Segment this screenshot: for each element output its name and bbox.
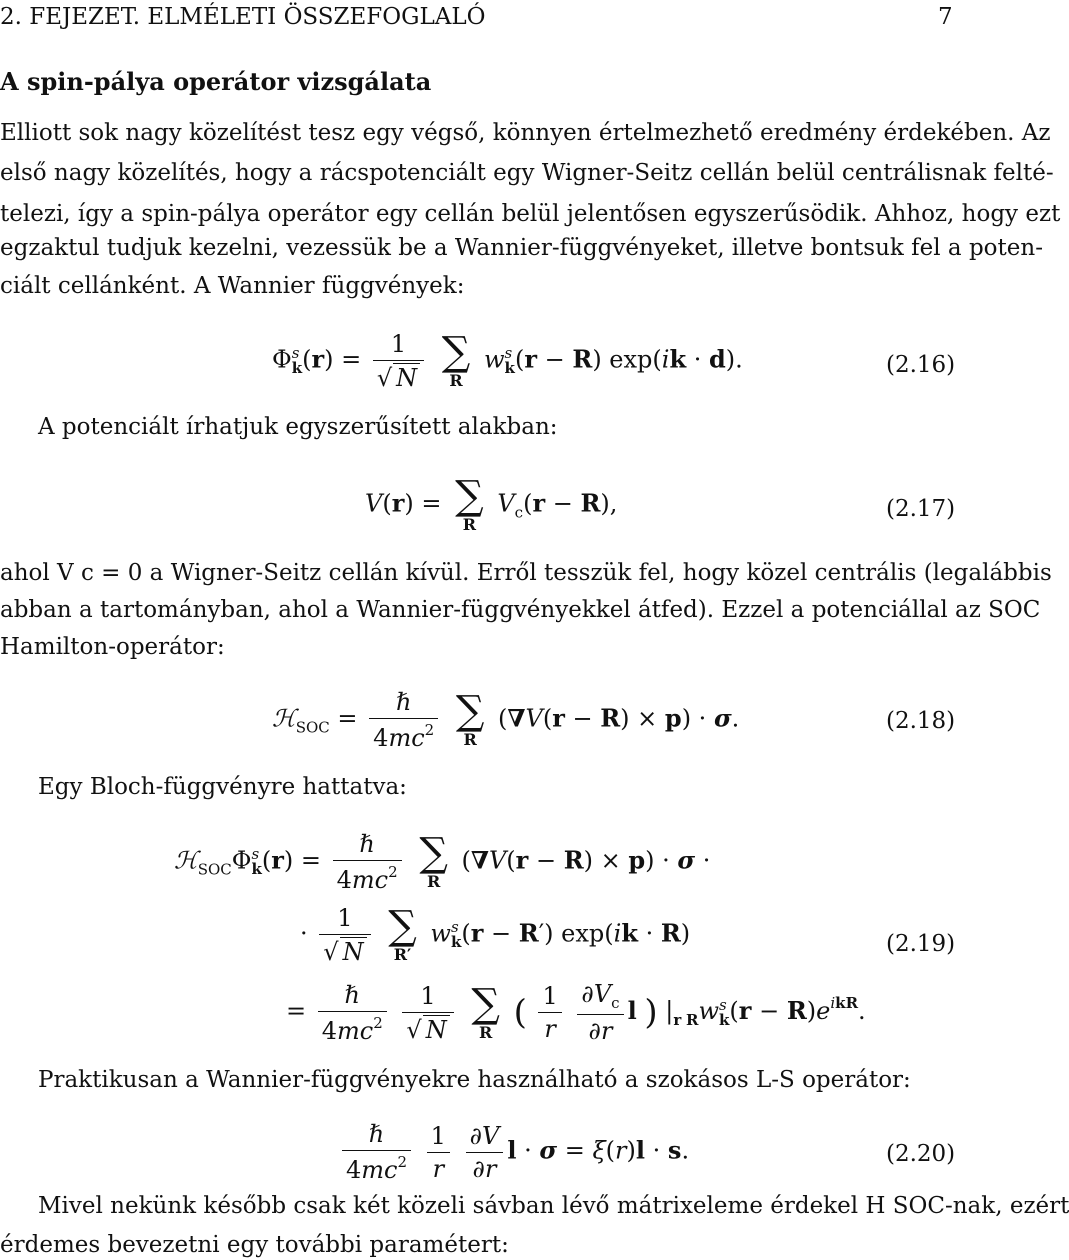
- equation-number: (2.19): [886, 931, 956, 957]
- paragraph-line: Elliott sok nagy közelítést tesz egy végső, könnyen értelmezhető eredmény érdekében. Az: [0, 120, 1051, 146]
- paragraph-line: telezi, így a spin-pálya operátor egy cellán belül jelentősen egyszerűsödik. Ahhoz, hogy ezt: [0, 201, 1061, 227]
- equation-2-18: ℋ$_{SOC}$ = $\frac{\text{ℏ}}{4mc^2}$ ∑ R (∇V(r − R) × p) · σ.: [272, 688, 740, 752]
- equation-2-17: V(r) = ∑ R $V_c(r - R)$,: [365, 473, 618, 534]
- paragraph-line: Praktikusan a Wannier-függvényekre használható a szokásos L-S operátor:: [38, 1067, 911, 1093]
- paragraph-line: első nagy közelítés, hogy a rácspotenciált egy Wigner-Seitz cellán belül centrálisnak felté-: [0, 160, 1054, 186]
- paragraph-line: abban a tartományban, ahol a Wannier-függvényekkel átfed). Ezzel a potenciállal az SOC: [0, 597, 1041, 623]
- paragraph-line: ciált cellánként. A Wannier függvények:: [0, 273, 465, 299]
- running-header: 2. FEJEZET. ELMÉLETI ÖSSZEFOGLALÓ: [0, 4, 486, 30]
- equation-number: (2.17): [886, 496, 956, 522]
- equation-number: (2.16): [886, 352, 956, 378]
- paragraph-line: A potenciált írhatjuk egyszerűsített alakban:: [38, 414, 558, 440]
- section-title: A spin-pálya operátor vizsgálata: [0, 67, 432, 96]
- equation-number: (2.18): [886, 708, 956, 734]
- equation-2-19-line1: ℋ$_{SOC}$Φ s k (r) = $\frac{\text{ℏ}}{4mc^2}$ ∑ R (∇V(r − R) × p) · σ ·: [174, 830, 711, 894]
- equation-2-20: $\frac{\text{ℏ}}{4mc^2}$ $\frac{1}{r}$ $\frac{\partial V}{\partial r}$ l · σ = ξ(r)l · s.: [338, 1120, 689, 1184]
- paragraph-line: érdemes bevezetni egy további paramétert:: [0, 1232, 509, 1258]
- page-number: 7: [938, 4, 953, 30]
- equation-2-19-line2: · $\frac{1}{√ N}$ ∑ R′ w s k (r − R′) exp(ik · R): [300, 903, 691, 966]
- paragraph-line: ahol V c = 0 a Wigner-Seitz cellán kívül. Erről tesszük fel, hogy közel centrális (legalábbis: [0, 560, 1052, 586]
- paragraph-line: Hamilton-operátor:: [0, 634, 225, 660]
- paragraph-line: Mivel nekünk később csak két közeli sávban lévő mátrixeleme érdekel H SOC-nak, ezért: [38, 1193, 1069, 1219]
- equation-number: (2.20): [886, 1141, 956, 1167]
- paragraph-line: Egy Bloch-függvényre hattatva:: [38, 774, 407, 800]
- equation-2-19-line3: = $\frac{\text{ℏ}}{4mc^2}$ $\frac{1}{√ N}$ ∑ R ( $\frac{1}{r}$ $\frac{\partial V_c}{\partial r}$ l ) $|_{r R}w$ s k $(r - R)e^{ikR}$.: [286, 980, 866, 1045]
- equation-2-16: Φ s k (r) = $\frac{1}{√ N}$ ∑ R w s k (r − R) exp(ik · d).: [272, 329, 743, 392]
- paragraph-line: egzaktul tudjuk kezelni, vezessük be a Wannier-függvényeket, illetve bontsuk fel a poten-: [0, 235, 1043, 261]
